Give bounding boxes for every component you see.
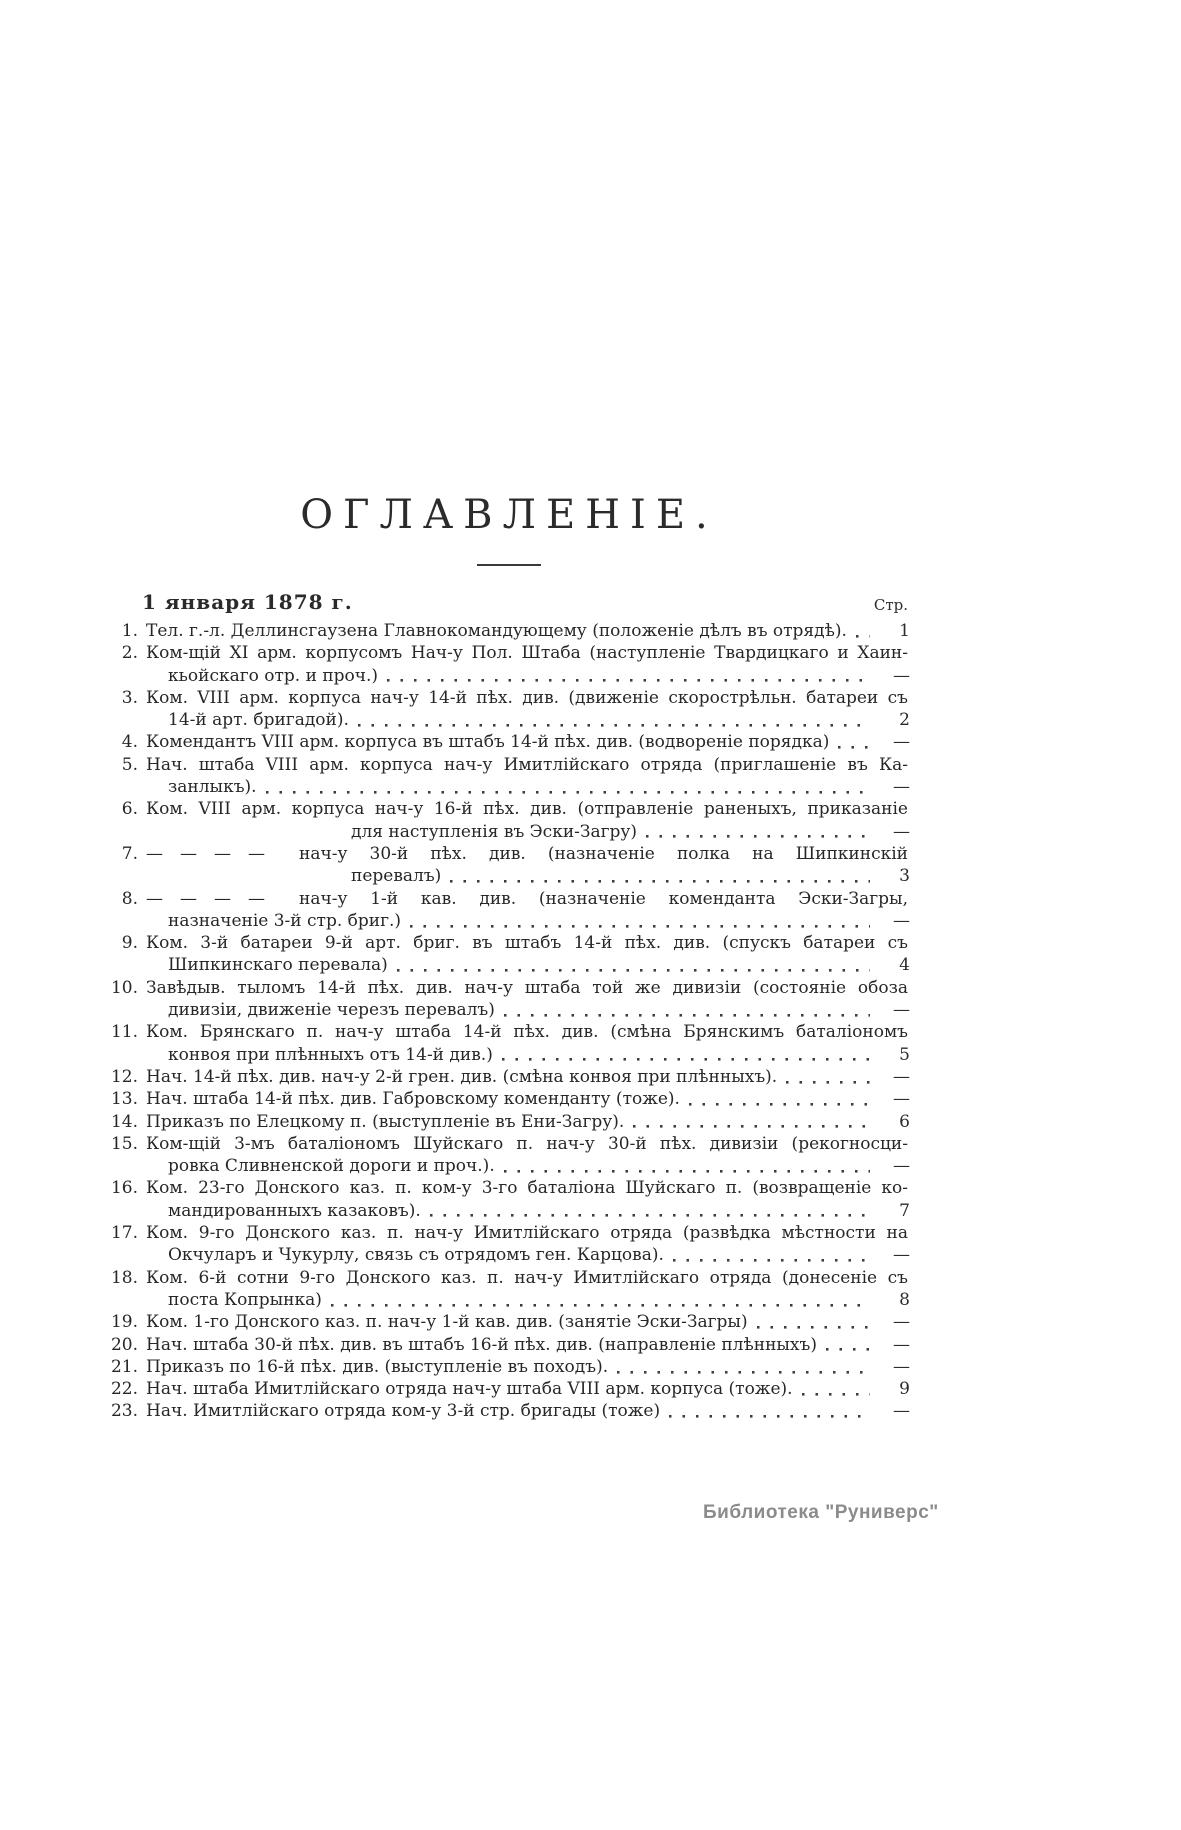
page-number: — (893, 821, 910, 842)
toc-entry-line (108, 709, 910, 731)
entry-number: 20. (110, 1334, 138, 1355)
toc-entry (108, 1356, 910, 1378)
entry-text: Ком. 6-й сотни 9-го Донского каз. п. нач-у Имитлійскаго отряда (донесеніе съ (146, 1267, 908, 1288)
toc-entry-line (108, 1267, 910, 1289)
toc-entry-line (108, 665, 910, 687)
toc-entry (108, 687, 910, 732)
entry-number: 19. (110, 1312, 138, 1333)
entry-text: Приказъ по Елецкому п. (выступленіе въ Ени-Загру). (146, 1111, 625, 1132)
toc-entry-line (108, 1044, 910, 1066)
toc-entry-line (108, 1111, 910, 1133)
entry-text: мандированныхъ казаковъ). (168, 1200, 421, 1221)
toc-entry-line (108, 932, 910, 954)
dot-leader (502, 1044, 870, 1066)
dot-leader (757, 1311, 870, 1333)
toc-entry (108, 754, 910, 799)
dot-leader (856, 620, 870, 642)
toc-entry-line (108, 865, 910, 887)
toc-entry (108, 1177, 910, 1222)
library-watermark: Библиотека "Руниверс" (703, 1502, 939, 1523)
toc-entry-line (108, 977, 910, 999)
entry-text: конвоя при плѣнныхъ отъ 14-й див.) (168, 1044, 493, 1065)
entry-text: Ком. 23-го Донского каз. п. ком-у 3-го баталіона Шуйскаго п. (возвращеніе ко- (146, 1178, 908, 1199)
entry-number: 23. (110, 1401, 138, 1422)
toc-entry (108, 1222, 910, 1267)
entry-number: 6. (121, 799, 138, 820)
page-number: 2 (899, 710, 910, 731)
toc-entry (108, 1400, 910, 1422)
page-number: 3 (899, 866, 910, 887)
entry-number (108, 1155, 146, 1177)
page-number: 5 (899, 1044, 910, 1065)
page-number: — (893, 1334, 910, 1355)
entry-text: для наступленія въ Эски-Загру) (351, 821, 638, 842)
entry-text: Ком. VIII арм. корпуса нач-у 14-й пѣх. див. (движеніе скорострѣльн. батареи съ (146, 687, 908, 708)
entry-text: Приказъ по 16-й пѣх. див. (выступленіе въ походъ). (146, 1356, 609, 1377)
toc-entry (108, 1066, 910, 1088)
entry-text: Ком-щій XI арм. корпусомъ Нач-у Пол. Штаба (наступленіе Твардицкаго и Хаин- (146, 643, 908, 664)
dot-leader (673, 1244, 870, 1266)
entry-text: перевалъ) (351, 866, 442, 887)
entry-number (108, 776, 146, 798)
entry-text: занлыкъ). (168, 777, 257, 798)
page-number: — (893, 1356, 910, 1377)
entry-number (108, 665, 146, 687)
page-number: — (893, 1245, 910, 1266)
page-number: — (893, 1066, 910, 1087)
dot-leader (689, 1088, 870, 1110)
entry-text: Нач. штаба 14-й пѣх. див. Габровскому коменданту (тоже). (146, 1089, 680, 1110)
toc-entry (108, 1088, 910, 1110)
toc-entry (108, 1311, 910, 1333)
toc-entry-line (108, 731, 910, 753)
entry-number: 12. (110, 1066, 138, 1087)
entry-number: 16. (110, 1178, 138, 1199)
entry-number (108, 1289, 146, 1311)
toc-entry-line (108, 1021, 910, 1043)
entry-number: 11. (110, 1022, 138, 1043)
entry-text: назначеніе 3-й стр. бриг.) (168, 910, 402, 931)
entry-number: 7. (121, 843, 138, 864)
toc-entry-line (108, 754, 910, 776)
toc-entry-line (108, 1356, 910, 1378)
entry-number: 1. (121, 621, 138, 641)
page-number: — (893, 1089, 910, 1110)
entry-number: 9. (121, 933, 138, 954)
entry-number: 15. (110, 1133, 138, 1154)
toc-entry-line (108, 1311, 910, 1333)
toc-entry (108, 843, 910, 888)
toc-entry-line (108, 888, 910, 910)
page-number: 7 (899, 1200, 910, 1221)
entry-number: 21. (110, 1356, 138, 1377)
entry-text: Ком-щій 3-мъ баталіономъ Шуйскаго п. нач-у 30-й пѣх. дивизіи (рекогносци- (146, 1133, 908, 1154)
entry-text: — — — — нач-у 30-й пѣх. див. (назначеніе полка на Шипкинскій (146, 843, 908, 864)
entry-number (108, 865, 146, 887)
toc-entry (108, 798, 910, 843)
toc-list (108, 620, 910, 1423)
page-number: — (893, 665, 910, 686)
entry-number: 8. (121, 888, 138, 909)
toc-entry-line (108, 1155, 910, 1177)
toc-entry-line (108, 687, 910, 709)
toc-entry (108, 1378, 910, 1400)
dot-leader (802, 1378, 870, 1400)
toc-entry (108, 1267, 910, 1312)
page-number: 6 (899, 1111, 910, 1132)
toc-entry-line (108, 821, 910, 843)
dot-leader (430, 1200, 870, 1222)
entry-text: Нач. штаба Имитлійскаго отряда нач-у штаба VIII арм. корпуса (тоже). (146, 1379, 793, 1400)
toc-entry-line (108, 642, 910, 664)
entry-text: Нач. 14-й пѣх. див. нач-у 2-й грен. див. (смѣна конвоя при плѣнныхъ). (146, 1066, 778, 1087)
entry-text: Шипкинскаго перевала) (168, 955, 388, 976)
dot-leader (826, 1334, 870, 1356)
entry-text: Ком. 1-го Донского каз. п. нач-у 1-й кав. див. (занятіе Эски-Загры) (146, 1312, 748, 1333)
entry-number (108, 821, 146, 843)
entry-text: дивизіи, движеніе черезъ перевалъ) (168, 1000, 495, 1021)
dot-leader (397, 954, 870, 976)
page-number: — (893, 1401, 910, 1422)
entry-number: 14. (110, 1111, 138, 1132)
title-divider (477, 564, 541, 566)
entry-number: 5. (121, 754, 138, 775)
page-number: — (893, 777, 910, 798)
entry-number (108, 1200, 146, 1222)
toc-entry-line (108, 1378, 910, 1400)
entry-text: Ком. Брянскаго п. нач-у штаба 14-й пѣх. див. (смѣна Брянскимъ баталіономъ (146, 1022, 908, 1043)
dot-leader (504, 1155, 870, 1177)
entry-number: 13. (110, 1089, 138, 1110)
toc-entry-line (108, 1289, 910, 1311)
entry-number (108, 1044, 146, 1066)
toc-entry-line (108, 1066, 910, 1088)
dot-leader (504, 999, 870, 1021)
section-header-row (108, 590, 910, 614)
page-number: 9 (899, 1379, 910, 1400)
dot-leader (358, 709, 870, 731)
page-number: — (893, 910, 910, 931)
dot-leader (633, 1111, 870, 1133)
entry-number (108, 709, 146, 731)
entry-text: Ком. 9-го Донского каз. п. нач-у Имитлійскаго отряда (развѣдка мѣстности на (146, 1223, 908, 1244)
entry-text: ровка Сливненской дороги и проч.). (168, 1156, 495, 1177)
entry-number: 2. (121, 643, 138, 664)
dot-leader (617, 1356, 870, 1378)
toc-entry-line (108, 954, 910, 976)
entry-number: 4. (121, 732, 138, 753)
dot-leader (786, 1066, 870, 1088)
dot-leader (838, 731, 870, 753)
entry-number (108, 910, 146, 932)
entry-text: Ком. VIII арм. корпуса нач-у 16-й пѣх. див. (отправленіе раненыхъ, приказаніе (146, 799, 908, 820)
page-number: — (893, 732, 910, 753)
dot-leader (266, 776, 870, 798)
entry-number: 22. (110, 1379, 138, 1400)
page-column-header: Стр. (873, 596, 908, 614)
page-title: ОГЛАВЛЕНІЕ. (300, 492, 718, 538)
toc-entry (108, 620, 910, 642)
entry-text: Нач. штаба 30-й пѣх. див. въ штабъ 16-й пѣх. див. (направленіе плѣнныхъ) (146, 1334, 817, 1355)
dot-leader (669, 1400, 870, 1422)
toc-entry-line (108, 999, 910, 1021)
entry-text: Тел. г.-л. Деллинсгаузена Главнокомандующему (положеніе дѣлъ въ отрядѣ). (146, 621, 847, 641)
date-heading: 1 января 1878 г. (142, 590, 353, 614)
entry-number: 3. (121, 687, 138, 708)
entry-text: Нач. Имитлійскаго отряда ком-у 3-й стр. бригады (тоже) (146, 1401, 661, 1422)
entry-number: 18. (110, 1267, 138, 1288)
toc-entry-line (108, 1133, 910, 1155)
entry-number: 17. (110, 1223, 138, 1244)
toc-entry (108, 888, 910, 933)
toc-entry-line (108, 843, 910, 865)
toc-entry-line (108, 1088, 910, 1110)
dot-leader (387, 665, 870, 687)
entry-number (108, 1244, 146, 1266)
entry-number: 10. (110, 977, 138, 998)
entry-text: 14-й арт. бригадой). (168, 710, 349, 731)
entry-text: поста Копрынка) (168, 1289, 322, 1310)
toc-entry-line (108, 1177, 910, 1199)
entry-text: Комендантъ VIII арм. корпуса въ штабъ 14-й пѣх. див. (водвореніе порядка) (146, 732, 830, 753)
toc-entry-line (108, 1334, 910, 1356)
page-number: — (893, 1000, 910, 1021)
entry-number (108, 954, 146, 976)
toc-entry (108, 1021, 910, 1066)
toc-entry-line (108, 1200, 910, 1222)
toc-entry (108, 1111, 910, 1133)
toc-entry-line (108, 1244, 910, 1266)
dot-leader (410, 910, 870, 932)
page-number: 1 (899, 621, 910, 641)
entry-text: кьойскаго отр. и проч.) (168, 665, 379, 686)
toc-entry (108, 977, 910, 1022)
entry-text: — — — — нач-у 1-й кав. див. (назначеніе коменданта Эски-Загры, (146, 888, 908, 909)
toc-entry (108, 1133, 910, 1178)
dot-leader (331, 1289, 870, 1311)
entry-text: Завѣдыв. тыломъ 14-й пѣх. див. нач-у штаба той же дивизіи (состояніе обоза (146, 977, 908, 998)
entry-text: Ком. 3-й батареи 9-й арт. бриг. въ штабъ 14-й пѣх. див. (спускъ батареи съ (146, 933, 908, 954)
page-number: 8 (899, 1289, 910, 1310)
toc-entry-line (108, 620, 910, 642)
dot-leader (450, 865, 870, 887)
toc-entry-line (108, 1400, 910, 1422)
entry-text: Окчуларъ и Чукурлу, связь съ отрядомъ ген. Карцова). (168, 1245, 664, 1266)
toc-entry-line (108, 1222, 910, 1244)
page-content (108, 492, 910, 1423)
page-number: — (893, 1156, 910, 1177)
page-number: 4 (899, 955, 910, 976)
toc-entry (108, 1334, 910, 1356)
toc-entry (108, 932, 910, 977)
entry-number (108, 999, 146, 1021)
toc-entry-line (108, 776, 910, 798)
entry-text: Нач. штаба VIII арм. корпуса нач-у Имитлійскаго отряда (приглашеніе въ Ка- (146, 754, 908, 775)
toc-entry (108, 731, 910, 753)
toc-entry-line (108, 798, 910, 820)
toc-entry (108, 642, 910, 687)
dot-leader (646, 821, 870, 843)
toc-entry-line (108, 910, 910, 932)
page-number: — (893, 1312, 910, 1333)
